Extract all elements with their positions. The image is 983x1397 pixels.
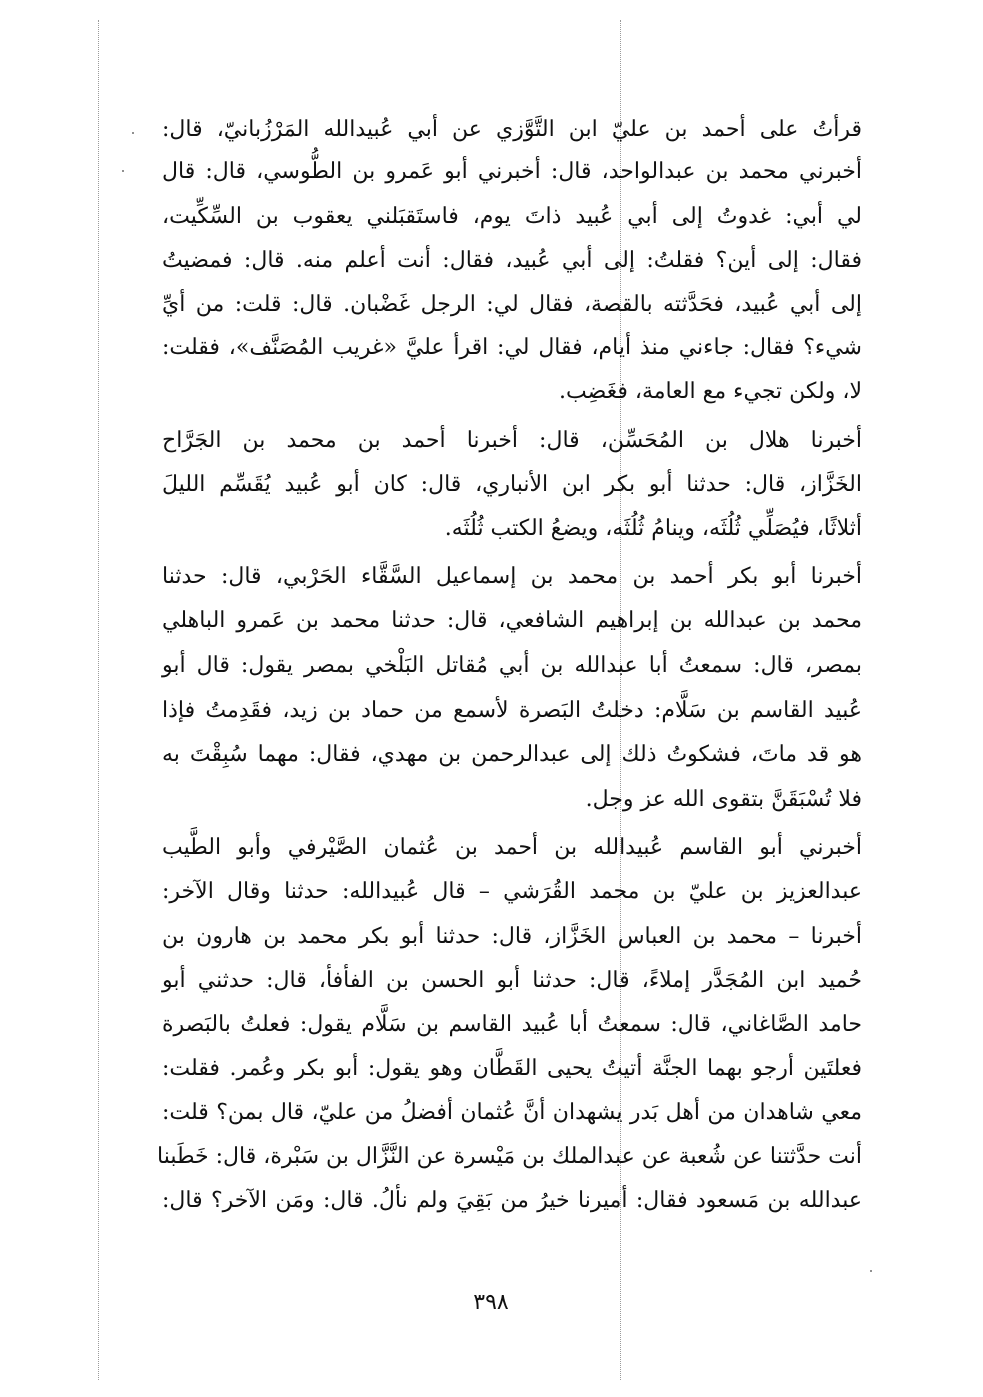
- text-line: محمد بن عبدالله بن إبراهيم الشافعي، قال: حدثنا محمد بن عَمرو الباهلي: [162, 608, 862, 633]
- text-line: بمصر، قال: سمعتُ أبا عبدالله بن أبي مُقاتل البَلْخي بمصر يقول: قال أبو: [162, 653, 862, 678]
- scan-speck: [122, 170, 124, 172]
- text-line: عبدالله بن مَسعود فقال: أميرنا خيرُ من بَقِيَ ولم نألُ. قال: ومَن الآخر؟ قال:: [162, 1188, 862, 1213]
- text-line: أخبرني أبو القاسم عُبيدالله بن أحمد بن عُثمان الصَّيْرفي وأبو الطَّيب: [162, 835, 862, 860]
- text-line: عُبيد القاسم بن سَلَّام: دخلتُ البَصرة لأسمع من حماد بن زيد، فقَدِمتُ فإذا: [162, 698, 862, 723]
- text-line: لا، ولكن تجيء مع العامة، فغَضِب.: [559, 379, 862, 404]
- text-line: لي أبي: غدوتُ إلى أبي عُبيد ذاتَ يوم، فاستَقبَلني يعقوب بن السِّكِّيت،: [162, 204, 862, 229]
- text-line: فقال: إلى أين؟ فقلتُ: إلى أبي عُبيد، فقال: أنت أعلم منه. قال: فمضيتُ: [162, 248, 862, 273]
- text-line: فلا تُسْبَقَنَّ بتقوى الله عز وجل.: [585, 787, 862, 812]
- scan-speck: [870, 1270, 872, 1272]
- text-line: أثلاثًا، فيُصَلِّي ثُلُثَه، وينامُ ثُلُثَه، ويضعُ الكتب ثُلُثَه.: [444, 516, 862, 541]
- scan-speck: [132, 132, 134, 134]
- text-line: فعلتَين أرجو بهما الجنَّة أتيتُ يحيى القَطَّان وهو يقول: أبو بكر وعُمر. فقلت:: [162, 1056, 862, 1081]
- page-fold-line: [98, 20, 99, 1380]
- text-line: أخبرنا – محمد بن العباس الخَزَّاز، قال: حدثنا أبو بكر محمد بن هارون بن: [162, 924, 862, 949]
- text-line: أخبرني محمد بن عبدالواحد، قال: أخبرني أبو عَمرو بن الطُّوسي، قال: قال: [162, 159, 862, 184]
- text-line: عبدالعزيز بن عليّ بن محمد القُرَشي – قال عُبيدالله: حدثنا وقال الآخر:: [162, 879, 862, 904]
- text-line: إلى أبي عُبيد، فحَدَّثته بالقصة، فقال لي: الرجل غَضْبان. قال: قلت: من أيِّ: [162, 292, 862, 317]
- text-line: أخبرنا هلال بن المُحَسِّن، قال: أخبرنا أحمد بن محمد بن الجَرَّاح: [162, 428, 862, 453]
- text-line: معي شاهدان من أهل بَدر يشهدان أنَّ عُثمان أفضلُ من عليّ، قال بمن؟ قلت:: [162, 1100, 862, 1125]
- text-line: حامد الصَّاغاني، قال: سمعتُ أبا عُبيد القاسم بن سَلَّام يقول: فعلتُ بالبَصرة: [162, 1012, 862, 1037]
- page-number: ٣٩٨: [473, 1290, 509, 1315]
- text-line: أنت حدَّثتنا عن شُعبة عن عبدالملك بن مَيْسرة عن النَّزَّال بن سَبْرة، قال: خَطَبنا: [157, 1144, 862, 1169]
- text-line: هو قد ماتَ، فشكوتُ ذلك إلى عبدالرحمن بن مهدي، فقال: مهما سُبِقْتَ به: [162, 742, 862, 767]
- text-line: حُميد ابن المُجَدَّر إملاءً، قال: حدثنا أبو الحسن بن الفأفأ، قال: حدثني أبو: [162, 968, 862, 993]
- text-line: أخبرنا أبو بكر أحمد بن محمد بن إسماعيل السَّقَّاء الحَرْبي، قال: حدثنا: [162, 564, 862, 589]
- text-line: شيء؟ فقال: جاءني منذ أيام، فقال لي: اقرأ عليَّ «غريب المُصَنَّف»، فقلت:: [162, 335, 862, 360]
- text-line: الخَزَّاز، قال: حدثنا أبو بكر ابن الأنباري، قال: كان أبو عُبيد يُقَسِّم الليلَ: [162, 472, 862, 497]
- text-line: قرأتُ على أحمد بن عليّ ابن التَّوَّزي عن أبي عُبيدالله المَرْزُبانيّ، قال:: [162, 117, 862, 142]
